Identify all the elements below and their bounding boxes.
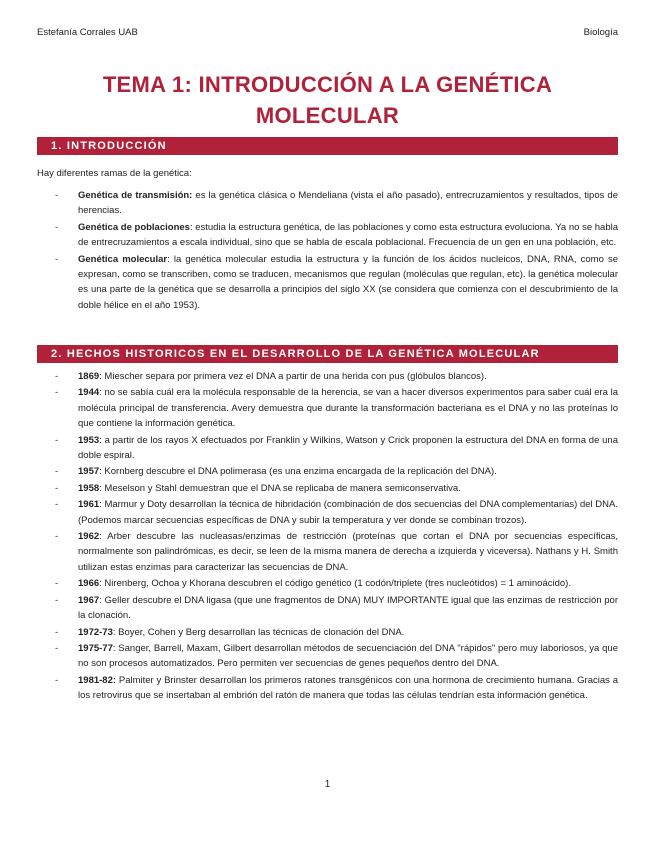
list-item <box>37 625 618 640</box>
list-item <box>37 641 618 672</box>
list-dash: - <box>55 466 59 478</box>
item-text: : no se sabía cuál era la molécula responsable de la herencia, se van a hacer diversos experimentos para saber cuál era la molécula principal de transferencia. Avery demuestra que durante la transformación bacteriana es el DNA y no las proteínas lo que contiene la información genética. <box>78 387 618 430</box>
list-item <box>37 369 618 384</box>
list-dash: - <box>55 578 59 590</box>
list-dash: - <box>55 674 59 686</box>
list-dash: - <box>55 594 59 606</box>
item-year: 1957 <box>78 466 100 478</box>
list-item <box>37 576 618 591</box>
page-header <box>37 27 618 41</box>
item-text: : Meselson y Stahl demuestran que el DNA se replicaba de manera semiconservativa. <box>99 482 461 494</box>
item-year: 1972-73 <box>78 626 113 638</box>
item-text: : Geller descubre el DNA ligasa (que une fragmentos de DNA) MUY IMPORTANTE igual que las enzimas de restricción por la clonación. <box>78 594 618 622</box>
list-dash: - <box>55 482 59 494</box>
section-1-heading: 1. INTRODUCCIÓN <box>37 137 618 155</box>
item-text: : Marmur y Doty desarrollan la técnica de hibridación (combinación de dos secuencias del DNA complementarias) del DNA. (Podemos marcar secuencias específicas de DNA y subir la temperatura y ver donde se combinan trozos). <box>78 499 618 526</box>
page-number: 1 <box>324 779 331 790</box>
item-text: : Kornberg descubre el DNA polimerasa (es una enzima encargada de la replicación del DNA). <box>99 466 497 478</box>
item-year: 1962 <box>78 531 100 543</box>
item-text: : a partir de los rayos X efectuados por Franklin y Wilkins, Watson y Crick proponen la estructura del DNA en forma de una doble espiral. <box>78 434 618 462</box>
item-year: 1981-82: <box>78 674 117 686</box>
genetics-branches-list <box>37 188 618 314</box>
item-text: : Miescher separa por primera vez el DNA a partir de una herida con pus (glóbulos blancos). <box>99 371 487 382</box>
item-text: : Nirenberg, Ochoa y Khorana descubren el código genético (1 codón/triplete (tres nucleótidos) = 1 aminoácido). <box>99 578 571 590</box>
item-term: Genética molecular <box>78 253 168 265</box>
list-item <box>37 481 618 496</box>
item-year: 1966 <box>78 578 100 590</box>
list-dash: - <box>55 434 59 446</box>
list-dash: - <box>55 642 59 654</box>
list-item <box>37 529 618 575</box>
list-dash: - <box>55 626 59 638</box>
item-text: es la genética clásica o Mendeliana (vista el año pasado), entrecruzamientos y resultados, tipos de herencias. <box>78 190 618 217</box>
list-item <box>37 252 618 314</box>
header-author: Estefanía Corrales UAB <box>37 27 138 38</box>
list-dash: - <box>55 531 59 543</box>
item-year: 1869 <box>78 371 100 382</box>
item-year: 1953 <box>78 434 100 446</box>
item-text: Palmiter y Brinster desarrollan los primeros ratones transgénicos con una hormona de crecimiento humana. Gracias a los retrovirus que se insertaban al embrión del ratón de manera que todas las células tendrían esta información genética. <box>78 674 618 702</box>
list-item <box>37 497 618 528</box>
item-text: : estudia la estructura genética, de las poblaciones y como esta estructura evoluciona. Ya no se habla de entrecruzamientos a escala individual, sino que se habla de escala poblacional. Frecuencia de un gen en una población, etc. <box>78 221 618 249</box>
item-year: 1967 <box>78 594 100 606</box>
list-dash: - <box>55 499 59 511</box>
item-text: : Sanger, Barrell, Maxam, Gilbert desarrollan métodos de secuenciación del DNA "rápidos" pero muy laboriosos, ya que no son procesos automatizados. Pero permiten ver secuencias de genes pequeños dentro del DNA. <box>78 642 618 670</box>
section-1-intro: Hay diferentes ramas de la genética: <box>37 168 192 179</box>
list-item <box>37 464 618 479</box>
history-timeline-list <box>37 369 618 705</box>
item-text: : la genética molecular estudia la estructura y la función de los ácidos nucleicos, DNA, RNA, como se expresan, como se transcriben, como se traducen, mecanismos que regulan (moléculas que regulan, etc). la genética molecular es una parte de la genética que se desarrolla a principios del siglo XX (se considera que comienza con el descubrimiento de la doble hélice en el año 1953). <box>78 253 618 311</box>
item-text: : Arber descubre las nucleasas/enzimas de restricción (proteínas que cortan el DNA por secuencias específicas, normalmente son palindrómicas, es decir, se leen de la misma manera de derecha a izquierda y viceversa). Nathans y H. Smith utilizan estas enzimas para caracterizar las secuencias de DNA. <box>78 531 618 573</box>
item-year: 1958 <box>78 482 100 494</box>
list-dash: - <box>55 190 59 201</box>
list-dash: - <box>55 371 59 382</box>
header-subject: Biología <box>583 27 618 38</box>
section-2-heading: 2. HECHOS HISTORICOS EN EL DESARROLLO DE LA GENÉTICA MOLECULAR <box>37 345 618 363</box>
item-year: 1975-77 <box>78 642 113 654</box>
document-title: TEMA 1: INTRODUCCIÓN A LA GENÉTICA MOLECULAR <box>102 72 553 128</box>
list-item <box>37 188 618 219</box>
list-item <box>37 673 618 704</box>
list-dash: - <box>55 387 59 399</box>
item-term: Genética de transmisión: <box>78 190 193 201</box>
list-item <box>37 593 618 624</box>
item-text: : Boyer, Cohen y Berg desarrollan las técnicas de clonación del DNA. <box>112 626 405 638</box>
item-term: Genética de poblaciones <box>78 221 190 233</box>
list-dash: - <box>55 253 59 265</box>
list-item <box>37 433 618 464</box>
list-item <box>37 385 618 431</box>
item-year: 1944 <box>78 387 100 399</box>
list-dash: - <box>55 221 59 233</box>
item-year: 1961 <box>78 499 100 511</box>
list-item <box>37 220 618 251</box>
